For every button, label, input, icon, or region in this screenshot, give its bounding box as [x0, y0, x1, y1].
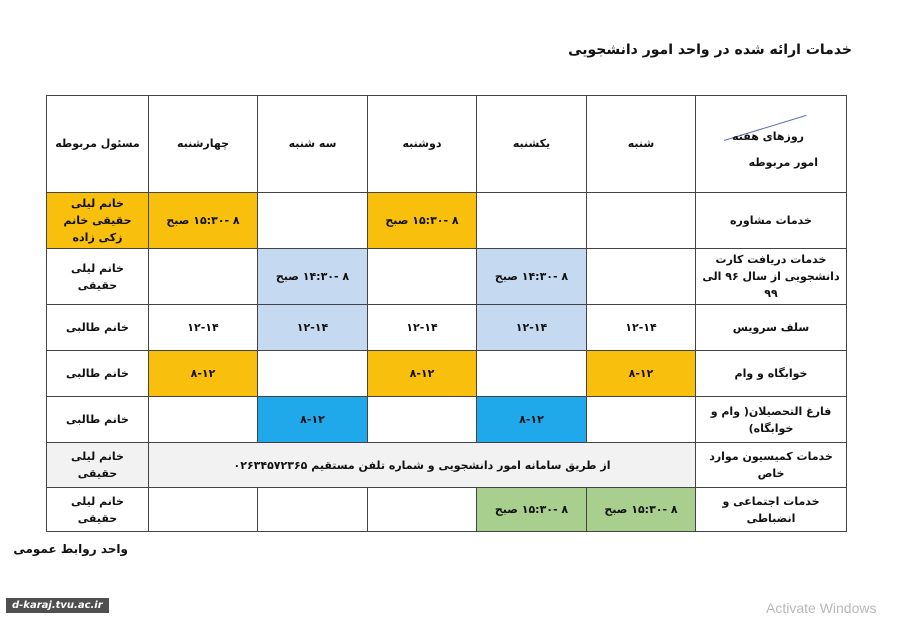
schedule-cell: ۸ -۱۴:۳۰ صبح [477, 249, 587, 305]
public-relations-signature: واحد روابط عمومی [13, 542, 128, 556]
schedule-cell [368, 397, 477, 443]
schedule-cell: ۸ -۱۴:۳۰ صبح [258, 249, 368, 305]
corner-services-label: امور مربوطه [748, 156, 818, 169]
schedule-cell [587, 193, 696, 249]
schedule-cell [477, 351, 587, 397]
schedule-cell: ۸-۱۲ [258, 397, 368, 443]
responsible-cell: خانم لیلی حقیقی [47, 249, 149, 305]
header-row [47, 96, 847, 193]
schedule-cell: ۸-۱۲ [477, 397, 587, 443]
day-header-sunday: یکشنبه [477, 96, 587, 193]
responsible-cell: خانم لیلی حقیقی [47, 488, 149, 532]
schedule-cell: ۱۲-۱۴ [149, 305, 258, 351]
schedule-cell [477, 193, 587, 249]
schedule-table [46, 95, 847, 532]
schedule-cell: ۱۲-۱۴ [587, 305, 696, 351]
row-label-social-disciplinary: خدمات اجتماعی و انضباطی [696, 488, 847, 532]
table-row [47, 397, 847, 443]
day-header-tuesday: سه شنبه [258, 96, 368, 193]
day-header-monday: دوشنبه [368, 96, 477, 193]
responsible-cell: خانم لیلی حقیقی خانم زکی زاده [47, 193, 149, 249]
schedule-cell [368, 488, 477, 532]
responsible-cell: خانم طالبی [47, 397, 149, 443]
schedule-cell [149, 397, 258, 443]
merged-info-cell: از طریق سامانه امور دانشجویی و شماره تلفن مستقیم ۰۲۶۳۴۵۷۲۳۶۵ [149, 443, 696, 488]
row-label-special-cases: خدمات کمیسیون موارد خاص [696, 443, 847, 488]
row-label-counseling: خدمات مشاوره [696, 193, 847, 249]
schedule-cell [587, 249, 696, 305]
row-label-student-card: خدمات دریافت کارت دانشجویی از سال ۹۶ الی ۹۹ [696, 249, 847, 305]
table-row [47, 351, 847, 397]
table-row [47, 488, 847, 532]
day-header-wednesday: چهارشنبه [149, 96, 258, 193]
schedule-cell: ۸ -۱۵:۳۰ صبح [149, 193, 258, 249]
row-label-cafeteria: سلف سرویس [696, 305, 847, 351]
responsible-header: مسئول مربوطه [47, 96, 149, 193]
activation-watermark: Activate Windows [766, 600, 877, 616]
day-header-saturday: شنبه [587, 96, 696, 193]
schedule-cell: ۸ -۱۵:۳۰ صبح [587, 488, 696, 532]
table-row [47, 249, 847, 305]
schedule-cell: ۸-۱۲ [587, 351, 696, 397]
schedule-cell: ۸ -۱۵:۳۰ صبح [477, 488, 587, 532]
schedule-cell [258, 351, 368, 397]
schedule-cell [587, 397, 696, 443]
responsible-cell: خانم طالبی [47, 305, 149, 351]
schedule-cell [149, 488, 258, 532]
responsible-cell: خانم لیلی حقیقی [47, 443, 149, 488]
schedule-cell [258, 488, 368, 532]
schedule-cell [149, 249, 258, 305]
schedule-cell: ۱۲-۱۴ [368, 305, 477, 351]
page-title: خدمات ارائه شده در واحد امور دانشجویی [568, 42, 852, 58]
schedule-cell [368, 249, 477, 305]
schedule-cell: ۱۲-۱۴ [258, 305, 368, 351]
schedule-cell: ۱۲-۱۴ [477, 305, 587, 351]
schedule-cell [258, 193, 368, 249]
row-label-dormitory-loan: خوابگاه و وام [696, 351, 847, 397]
schedule-cell: ۸ -۱۵:۳۰ صبح [368, 193, 477, 249]
table-row [47, 193, 847, 249]
corner-header-cell [696, 96, 847, 193]
table-row [47, 443, 847, 488]
row-label-graduates: فارغ التحصیلان( وام و خوابگاه) [696, 397, 847, 443]
table-row [47, 305, 847, 351]
responsible-cell: خانم طالبی [47, 351, 149, 397]
site-url-label: d-karaj.tvu.ac.ir [6, 598, 109, 613]
schedule-cell: ۸-۱۲ [368, 351, 477, 397]
corner-days-label: روزهای هفته [732, 130, 804, 143]
schedule-cell: ۸-۱۲ [149, 351, 258, 397]
